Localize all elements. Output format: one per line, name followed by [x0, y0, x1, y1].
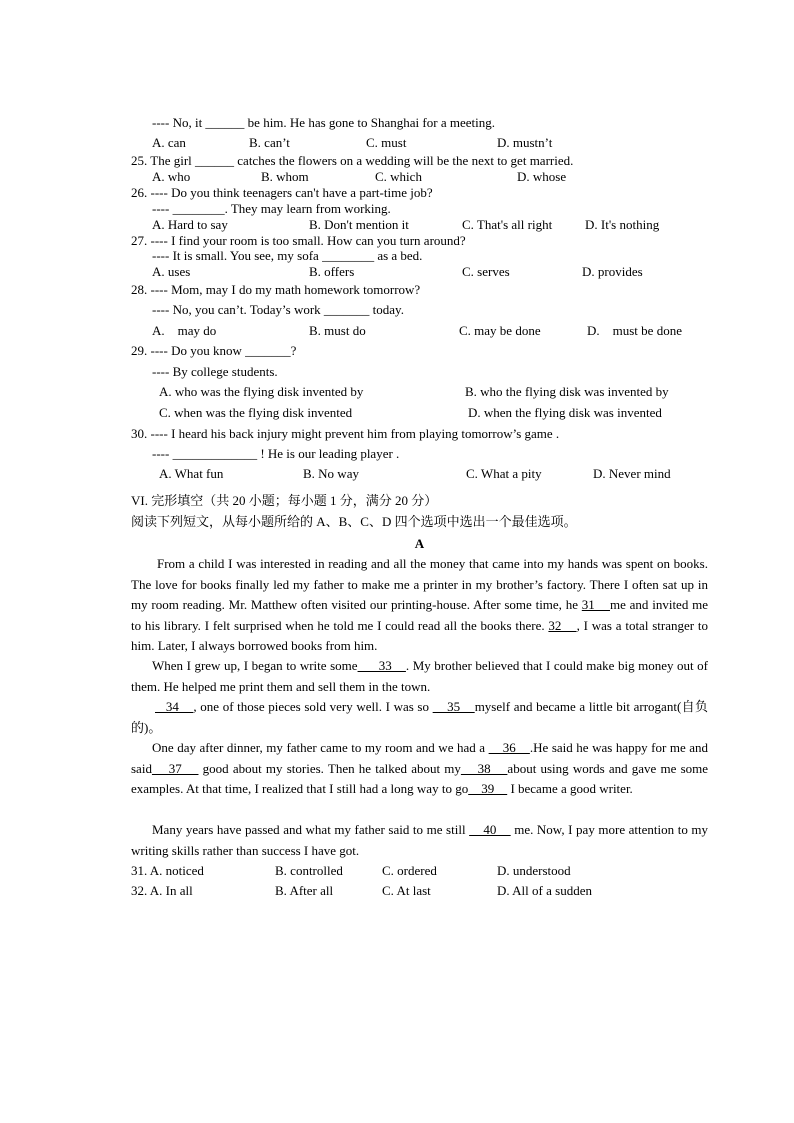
q26-stem: 26. ---- Do you think teenagers can't have a part-time job?: [131, 185, 433, 200]
passage-text: When I grew up, I began to write some: [152, 658, 358, 673]
q32-option-b: B. After all: [275, 883, 334, 898]
passage-text: Many years have passed and what my father said to me still: [152, 822, 470, 837]
passage-text: myself and became a little bit arrogant(自负的)。: [131, 699, 709, 735]
q30-option-b: B. No way: [303, 466, 359, 481]
q28-option-a: A. may do: [152, 323, 217, 338]
q25-stem: 25. The girl ______ catches the flowers on a wedding will be the next to get married.: [131, 153, 574, 168]
q31-option-a: 31. A. noticed: [131, 863, 204, 878]
q31-option-d: D. understood: [497, 863, 571, 878]
q26-reply: ---- ________. They may learn from working.: [152, 201, 391, 216]
passage-text: One day after dinner, my father came to my room and we had a: [152, 740, 489, 755]
passage-text: about using words and gave me some examples. At that time, I realized that I still had a long way to go: [131, 760, 709, 796]
blank-33: 33: [357, 658, 406, 673]
q26-option-c: C. That's all right: [462, 217, 553, 232]
q24-option-d: D. mustn’t: [497, 135, 553, 150]
q27-reply: ---- It is small. You see, my sofa ________ as a bed.: [152, 248, 423, 263]
q25-option-b: B. whom: [261, 169, 309, 184]
q25-option-a: A. who: [152, 169, 191, 184]
q28-option-d: D. must be done: [587, 323, 682, 338]
q26-option-a: A. Hard to say: [152, 217, 228, 232]
passage-paragraph-4: [131, 738, 708, 800]
passage-text: me and invited me to his library. I felt surprised when he told me I could read all the books there.: [131, 597, 709, 633]
blank-34: 34: [155, 699, 194, 714]
passage-paragraph-5: [131, 820, 708, 861]
blank-36: 36: [488, 740, 530, 755]
q29-option-a: A. who was the flying disk invented by: [159, 384, 364, 399]
q24-option-a: A. can: [152, 135, 186, 150]
passage-text: me. Now, I pay more attention to my writing skills rather than success I have got.: [131, 822, 709, 858]
passage-text: , I was a total stranger to him. Later, I always borrowed books from him.: [131, 617, 709, 653]
q29-option-b: B. who the flying disk was invented by: [465, 384, 669, 399]
q30-option-d: D. Never mind: [593, 466, 671, 481]
blank-35: 35: [432, 699, 475, 714]
q24-option-c: C. must: [366, 135, 407, 150]
q32-option-c: C. At last: [382, 883, 431, 898]
q28-option-c: C. may be done: [459, 323, 541, 338]
blank-38: 38: [460, 760, 508, 776]
blank-40: 40: [469, 822, 511, 837]
passage-text: I became a good writer.: [507, 781, 633, 796]
q32-option-d: D. All of a sudden: [497, 883, 592, 898]
passage-paragraph-1: [131, 554, 708, 657]
section-heading: VI. 完形填空（共 20 小题；每小题 1 分，满分 20 分）: [131, 493, 438, 508]
section-instruction: 阅读下列短文，从每小题所给的 A、B、C、D 四个选项中选出一个最佳选项。: [131, 514, 577, 529]
q30-option-c: C. What a pity: [466, 466, 542, 481]
blank-37: 37: [151, 760, 199, 776]
q27-option-d: D. provides: [582, 264, 643, 279]
q26-option-b: B. Don't mention it: [309, 217, 409, 232]
q29-option-c: C. when was the flying disk invented: [159, 405, 353, 420]
q24-option-b: B. can’t: [249, 135, 290, 150]
blank-31: 31: [581, 597, 610, 612]
q24-stem: ---- No, it ______ be him. He has gone to Shanghai for a meeting.: [152, 115, 495, 130]
passage-title: A: [414, 536, 425, 551]
q29-reply: ---- By college students.: [152, 364, 278, 379]
q27-stem: 27. ---- I find your room is too small. How can you turn around?: [131, 233, 466, 248]
q25-option-d: D. whose: [517, 169, 567, 184]
passage-text: , one of those pieces sold very well. I was so: [193, 699, 433, 714]
q30-stem: 30. ---- I heard his back injury might prevent him from playing tomorrow’s game .: [131, 426, 560, 441]
passage-paragraph-2: [131, 656, 708, 697]
passage-text: . My brother believed that I could make big money out of them. He helped me print them and sell them in the town.: [131, 658, 708, 694]
q29-stem: 29. ---- Do you know _______?: [131, 343, 297, 358]
q27-option-a: A. uses: [152, 264, 191, 279]
q25-option-c: C. which: [375, 169, 422, 184]
q31-option-b: B. controlled: [275, 863, 343, 878]
q27-option-b: B. offers: [309, 264, 355, 279]
q28-option-b: B. must do: [309, 323, 366, 338]
q28-reply: ---- No, you can’t. Today’s work _______ today.: [152, 302, 404, 317]
q30-reply: ---- _____________ ! He is our leading player .: [152, 446, 400, 461]
q31-option-c: C. ordered: [382, 863, 437, 878]
q28-stem: 28. ---- Mom, may I do my math homework tomorrow?: [131, 282, 421, 297]
q29-option-d: D. when the flying disk was invented: [468, 405, 662, 420]
passage-text: From a child I was interested in reading and all the money that came into my hands was spent on books. The love for books finally led my father to make me a printer in my brother’s factory. There I often sat up in my room reading. Mr. Matthew often visited our printing-house. After some time, he: [131, 556, 708, 612]
q26-option-d: D. It's nothing: [585, 217, 660, 232]
passage-text: .He said he was happy for me and said: [131, 740, 709, 776]
passage-paragraph-3: [131, 697, 708, 738]
q32-option-a: 32. A. In all: [131, 883, 193, 898]
passage-text: good about my stories. Then he talked about my: [198, 760, 461, 776]
q27-option-c: C. serves: [462, 264, 510, 279]
blank-39: 39: [468, 781, 508, 796]
q30-option-a: A. What fun: [159, 466, 224, 481]
blank-32: 32: [548, 617, 577, 633]
